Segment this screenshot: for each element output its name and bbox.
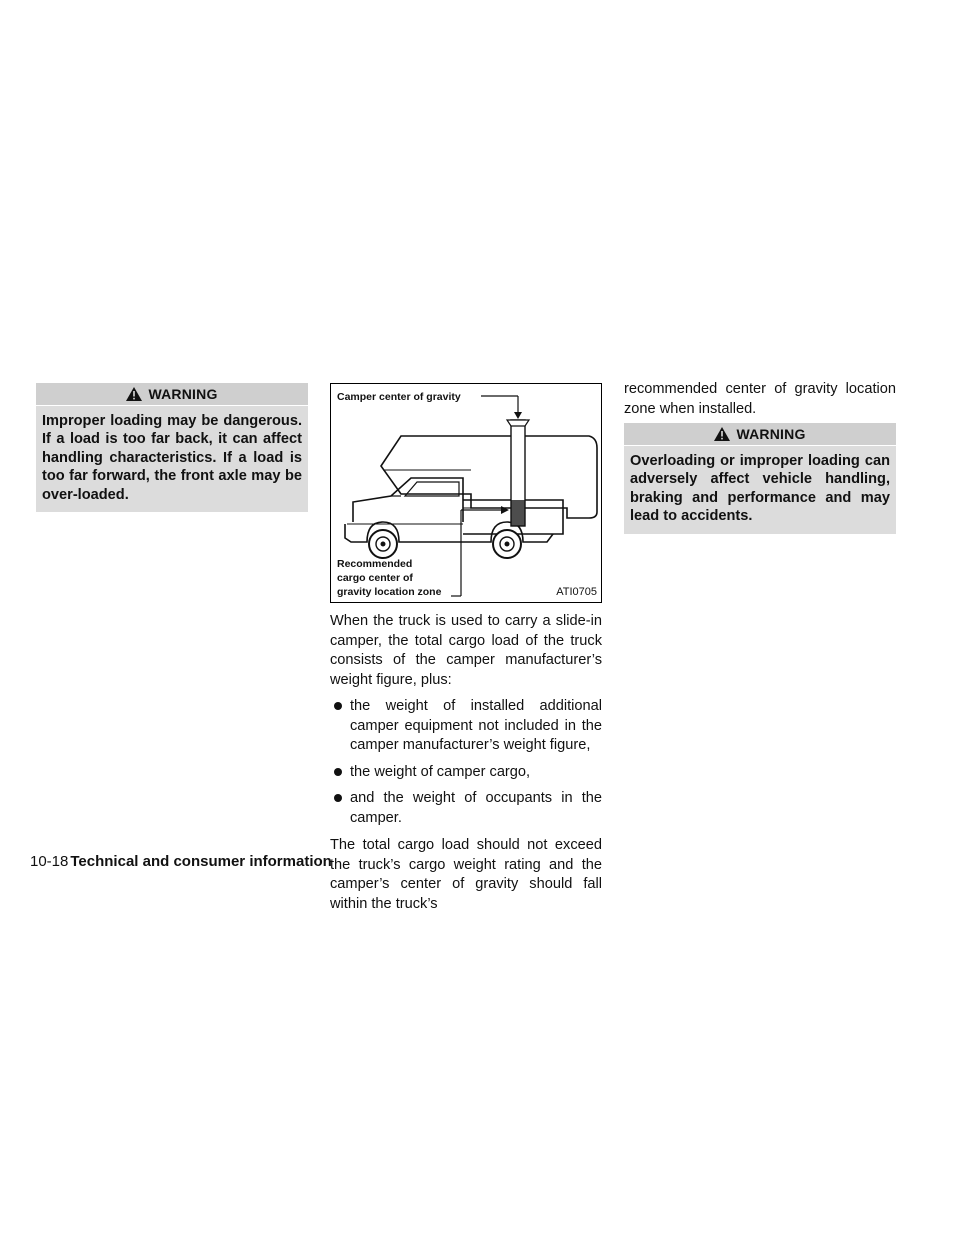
warning-text-left: Improper loading may be dangerous. If a load is too far back, it can affect handling characteristics. If a load is too far forward, the front axle may be over-loaded.	[42, 413, 302, 503]
bullet-icon	[334, 794, 342, 802]
figure-label-recommended-2: cargo center of	[337, 572, 413, 584]
middle-column	[330, 612, 602, 914]
list-item	[330, 763, 602, 783]
list-item	[330, 697, 602, 756]
intro-paragraph: When the truck is used to carry a slide-in camper, the total cargo load of the truck consists of the camper manufacturer’s weight figure, plus:	[330, 613, 602, 688]
figure-label-recommended-3: gravity location zone	[337, 586, 442, 598]
right-column-text: recommended center of gravity location zone when installed.	[624, 381, 896, 417]
bullet-text: and the weight of occupants in the camper.	[350, 790, 602, 826]
figure-label-recommended-1: Recommended	[337, 558, 413, 570]
warning-triangle-icon	[126, 387, 142, 401]
bullet-text: the weight of installed additional camper equipment not included in the camper manufacturer’s weight figure,	[350, 698, 602, 753]
camper-truck-figure	[330, 383, 602, 603]
list-item	[330, 789, 602, 828]
warning-heading-left	[36, 383, 308, 406]
bullet-icon	[334, 702, 342, 710]
warning-text-right: Overloading or improper loading can adversely affect vehicle handling, braking and performance and may lead to accidents.	[630, 453, 890, 525]
warning-triangle-icon	[714, 427, 730, 441]
warning-heading-right	[624, 423, 896, 446]
figure-code: ATI0705	[556, 586, 597, 598]
warning-box-right	[624, 423, 896, 534]
bullet-icon	[334, 768, 342, 776]
warning-heading-text: WARNING	[148, 386, 218, 402]
bullet-text: the weight of camper cargo,	[350, 763, 531, 780]
page-number: 10-18	[30, 853, 69, 870]
warning-box-left	[36, 383, 308, 512]
page-footer	[30, 853, 332, 870]
warning-heading-text: WARNING	[736, 426, 806, 442]
section-title: Technical and consumer information	[70, 853, 332, 870]
closing-paragraph: The total cargo load should not exceed the truck’s cargo weight rating and the camper’s center of gravity should fall within the truck’s	[330, 837, 602, 912]
figure-label-camper-center: Camper center of gravity	[337, 391, 461, 403]
